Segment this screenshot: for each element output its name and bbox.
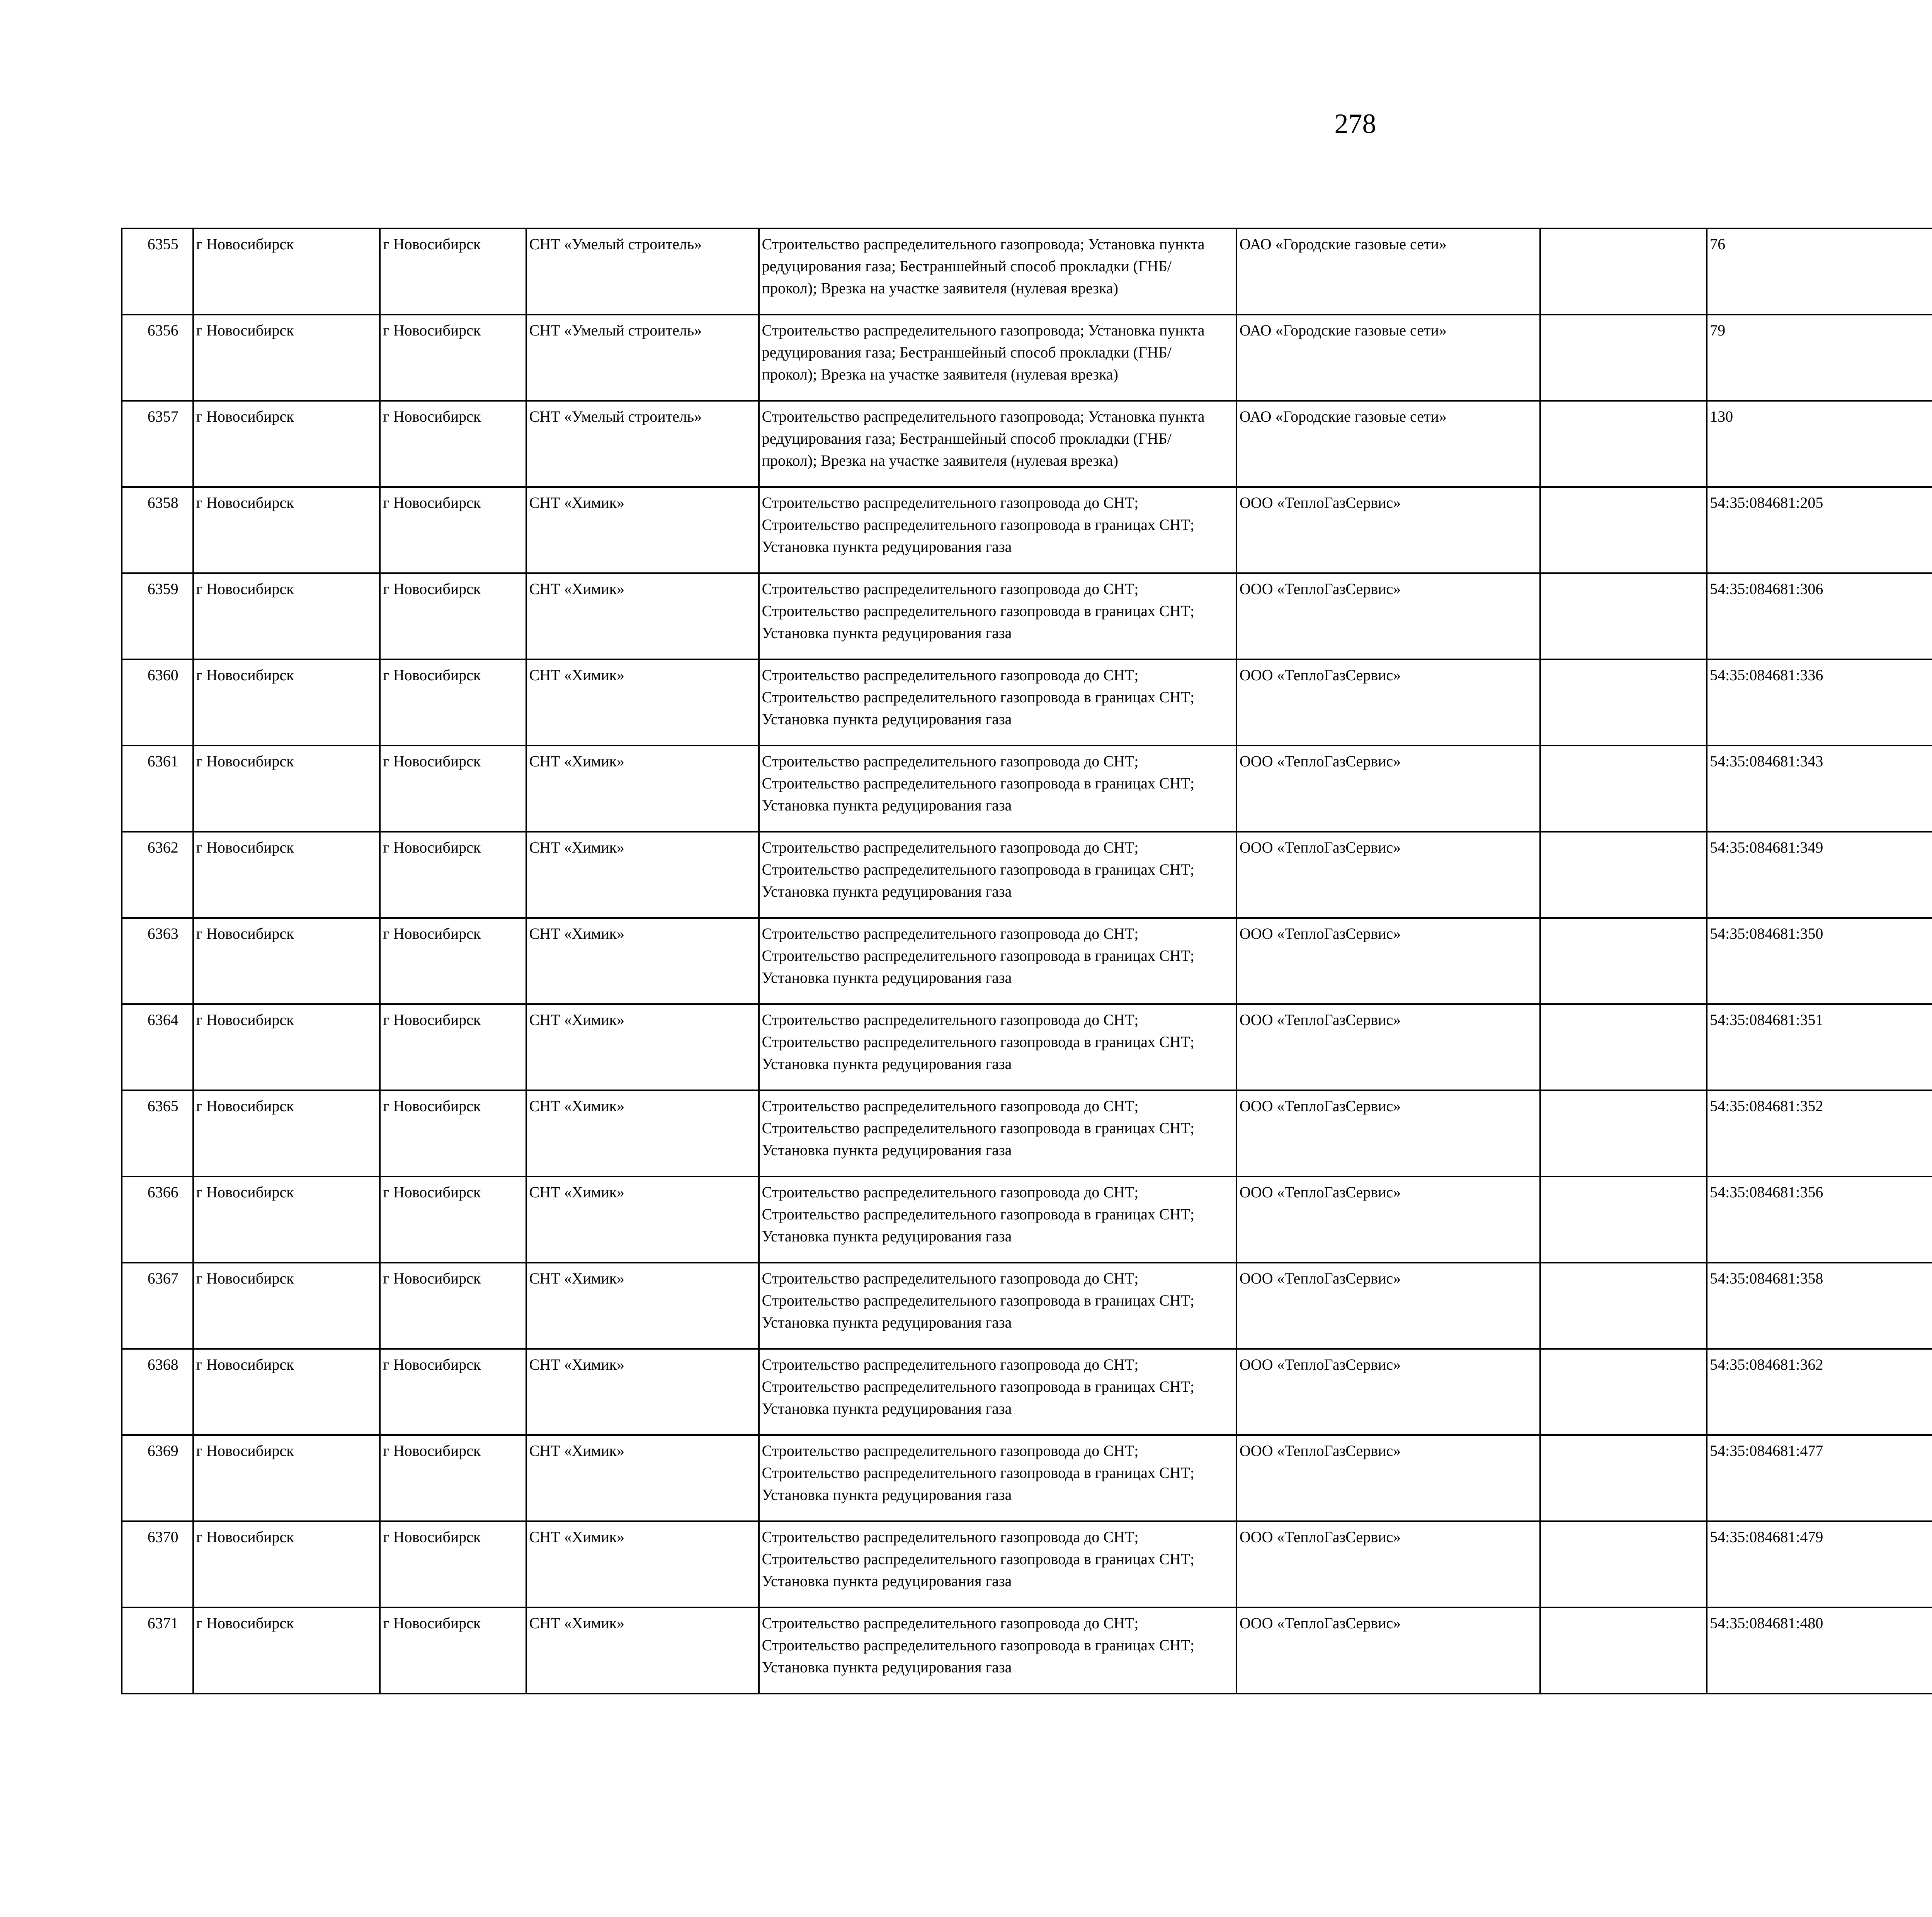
cell-empty bbox=[1540, 573, 1707, 659]
cell-works: Строительство распределительного газопровода до СНТ; Строительство распределительного газопровода в границах СНТ; Установка пункта редуцирования газа bbox=[759, 1090, 1236, 1176]
cell-district: г Новосибирск bbox=[193, 573, 380, 659]
cell-works: Строительство распределительного газопровода; Установка пункта редуцирования газа; Бестраншейный способ прокладки (ГНБ/прокол); Врезка на участке заявителя (нулевая врезка) bbox=[759, 315, 1236, 401]
cell-organization: ОАО «Городские газовые сети» bbox=[1236, 228, 1540, 315]
cell-cadastral-number: 54:35:084681:358 bbox=[1707, 1263, 1932, 1349]
cell-object: СНТ «Умелый строитель» bbox=[526, 401, 759, 487]
cell-object: СНТ «Химик» bbox=[526, 832, 759, 918]
cell-works: Строительство распределительного газопровода до СНТ; Строительство распределительного газопровода в границах СНТ; Установка пункта редуцирования газа bbox=[759, 1349, 1236, 1435]
cell-works: Строительство распределительного газопровода до СНТ; Строительство распределительного газопровода в границах СНТ; Установка пункта редуцирования газа bbox=[759, 487, 1236, 573]
cell-row-number: 6369 bbox=[122, 1435, 193, 1521]
cell-locality: г Новосибирск bbox=[380, 487, 526, 573]
cell-organization: ООО «ТеплоГазСервис» bbox=[1236, 1004, 1540, 1090]
page-number: 278 bbox=[1334, 108, 1376, 139]
cell-row-number: 6355 bbox=[122, 228, 193, 315]
cell-empty bbox=[1540, 228, 1707, 315]
cell-object: СНТ «Умелый строитель» bbox=[526, 228, 759, 315]
cell-cadastral-number: 54:35:084681:479 bbox=[1707, 1521, 1932, 1607]
cell-district: г Новосибирск bbox=[193, 746, 380, 832]
cell-district: г Новосибирск bbox=[193, 487, 380, 573]
cell-cadastral-number: 54:35:084681:343 bbox=[1707, 746, 1932, 832]
cell-object: СНТ «Химик» bbox=[526, 1435, 759, 1521]
cell-object: СНТ «Химик» bbox=[526, 746, 759, 832]
cell-empty bbox=[1540, 918, 1707, 1004]
cell-organization: ООО «ТеплоГазСервис» bbox=[1236, 832, 1540, 918]
table-row bbox=[122, 487, 1932, 573]
cell-row-number: 6363 bbox=[122, 918, 193, 1004]
cell-row-number: 6367 bbox=[122, 1263, 193, 1349]
table-row bbox=[122, 659, 1932, 746]
cell-empty bbox=[1540, 1435, 1707, 1521]
cell-district: г Новосибирск bbox=[193, 1004, 380, 1090]
table-row bbox=[122, 1435, 1932, 1521]
cell-cadastral-number: 76 bbox=[1707, 228, 1932, 315]
cell-locality: г Новосибирск bbox=[380, 918, 526, 1004]
cell-object: СНТ «Химик» bbox=[526, 1521, 759, 1607]
cell-locality: г Новосибирск bbox=[380, 746, 526, 832]
cell-row-number: 6356 bbox=[122, 315, 193, 401]
table-row bbox=[122, 1349, 1932, 1435]
cell-row-number: 6362 bbox=[122, 832, 193, 918]
cell-row-number: 6370 bbox=[122, 1521, 193, 1607]
cell-district: г Новосибирск bbox=[193, 1349, 380, 1435]
cell-row-number: 6360 bbox=[122, 659, 193, 746]
cell-empty bbox=[1540, 1607, 1707, 1694]
cell-cadastral-number: 54:35:084681:205 bbox=[1707, 487, 1932, 573]
cell-empty bbox=[1540, 315, 1707, 401]
cell-row-number: 6371 bbox=[122, 1607, 193, 1694]
cell-organization: ООО «ТеплоГазСервис» bbox=[1236, 659, 1540, 746]
cell-empty bbox=[1540, 746, 1707, 832]
cell-empty bbox=[1540, 401, 1707, 487]
cell-empty bbox=[1540, 1349, 1707, 1435]
cell-works: Строительство распределительного газопровода до СНТ; Строительство распределительного газопровода в границах СНТ; Установка пункта редуцирования газа bbox=[759, 573, 1236, 659]
table-row bbox=[122, 1090, 1932, 1176]
cell-object: СНТ «Химик» bbox=[526, 1090, 759, 1176]
cell-cadastral-number: 54:35:084681:356 bbox=[1707, 1176, 1932, 1263]
cell-district: г Новосибирск bbox=[193, 1435, 380, 1521]
cell-organization: ООО «ТеплоГазСервис» bbox=[1236, 1176, 1540, 1263]
cell-object: СНТ «Химик» bbox=[526, 1004, 759, 1090]
cell-row-number: 6364 bbox=[122, 1004, 193, 1090]
cell-locality: г Новосибирск bbox=[380, 228, 526, 315]
cell-empty bbox=[1540, 1521, 1707, 1607]
table-row bbox=[122, 315, 1932, 401]
cell-locality: г Новосибирск bbox=[380, 1090, 526, 1176]
table-row bbox=[122, 1176, 1932, 1263]
cell-works: Строительство распределительного газопровода до СНТ; Строительство распределительного газопровода в границах СНТ; Установка пункта редуцирования газа bbox=[759, 746, 1236, 832]
cell-row-number: 6358 bbox=[122, 487, 193, 573]
cell-works: Строительство распределительного газопровода до СНТ; Строительство распределительного газопровода в границах СНТ; Установка пункта редуцирования газа bbox=[759, 1176, 1236, 1263]
cell-locality: г Новосибирск bbox=[380, 315, 526, 401]
cell-cadastral-number: 54:35:084681:336 bbox=[1707, 659, 1932, 746]
cell-works: Строительство распределительного газопровода до СНТ; Строительство распределительного газопровода в границах СНТ; Установка пункта редуцирования газа bbox=[759, 659, 1236, 746]
cell-row-number: 6365 bbox=[122, 1090, 193, 1176]
gasification-table bbox=[121, 228, 1932, 1694]
cell-organization: ООО «ТеплоГазСервис» bbox=[1236, 487, 1540, 573]
cell-object: СНТ «Химик» bbox=[526, 487, 759, 573]
cell-organization: ООО «ТеплоГазСервис» bbox=[1236, 1349, 1540, 1435]
table-row bbox=[122, 401, 1932, 487]
cell-works: Строительство распределительного газопровода до СНТ; Строительство распределительного газопровода в границах СНТ; Установка пункта редуцирования газа bbox=[759, 918, 1236, 1004]
cell-organization: ОАО «Городские газовые сети» bbox=[1236, 315, 1540, 401]
cell-locality: г Новосибирск bbox=[380, 1435, 526, 1521]
cell-organization: ООО «ТеплоГазСервис» bbox=[1236, 1435, 1540, 1521]
cell-locality: г Новосибирск bbox=[380, 573, 526, 659]
cell-object: СНТ «Химик» bbox=[526, 573, 759, 659]
cell-district: г Новосибирск bbox=[193, 1521, 380, 1607]
cell-row-number: 6359 bbox=[122, 573, 193, 659]
cell-cadastral-number: 54:35:084681:351 bbox=[1707, 1004, 1932, 1090]
cell-works: Строительство распределительного газопровода до СНТ; Строительство распределительного газопровода в границах СНТ; Установка пункта редуцирования газа bbox=[759, 1004, 1236, 1090]
cell-object: СНТ «Умелый строитель» bbox=[526, 315, 759, 401]
cell-district: г Новосибирск bbox=[193, 228, 380, 315]
cell-object: СНТ «Химик» bbox=[526, 1607, 759, 1694]
cell-cadastral-number: 130 bbox=[1707, 401, 1932, 487]
cell-object: СНТ «Химик» bbox=[526, 1263, 759, 1349]
cell-district: г Новосибирск bbox=[193, 315, 380, 401]
cell-district: г Новосибирск bbox=[193, 659, 380, 746]
cell-organization: ОАО «Городские газовые сети» bbox=[1236, 401, 1540, 487]
cell-object: СНТ «Химик» bbox=[526, 1176, 759, 1263]
cell-organization: ООО «ТеплоГазСервис» bbox=[1236, 1263, 1540, 1349]
cell-works: Строительство распределительного газопровода; Установка пункта редуцирования газа; Бестраншейный способ прокладки (ГНБ/прокол); Врезка на участке заявителя (нулевая врезка) bbox=[759, 228, 1236, 315]
cell-district: г Новосибирск bbox=[193, 1607, 380, 1694]
cell-works: Строительство распределительного газопровода; Установка пункта редуцирования газа; Бестраншейный способ прокладки (ГНБ/прокол); Врезка на участке заявителя (нулевая врезка) bbox=[759, 401, 1236, 487]
table-row bbox=[122, 1004, 1932, 1090]
cell-row-number: 6361 bbox=[122, 746, 193, 832]
cell-empty bbox=[1540, 1090, 1707, 1176]
cell-empty bbox=[1540, 487, 1707, 573]
cell-empty bbox=[1540, 832, 1707, 918]
cell-empty bbox=[1540, 1263, 1707, 1349]
cell-cadastral-number: 54:35:084681:480 bbox=[1707, 1607, 1932, 1694]
cell-locality: г Новосибирск bbox=[380, 1349, 526, 1435]
cell-organization: ООО «ТеплоГазСервис» bbox=[1236, 1607, 1540, 1694]
cell-empty bbox=[1540, 1176, 1707, 1263]
cell-district: г Новосибирск bbox=[193, 832, 380, 918]
table-row bbox=[122, 1263, 1932, 1349]
cell-locality: г Новосибирск bbox=[380, 1521, 526, 1607]
cell-organization: ООО «ТеплоГазСервис» bbox=[1236, 1521, 1540, 1607]
cell-organization: ООО «ТеплоГазСервис» bbox=[1236, 746, 1540, 832]
cell-locality: г Новосибирск bbox=[380, 659, 526, 746]
cell-works: Строительство распределительного газопровода до СНТ; Строительство распределительного газопровода в границах СНТ; Установка пункта редуцирования газа bbox=[759, 1607, 1236, 1694]
cell-organization: ООО «ТеплоГазСервис» bbox=[1236, 1090, 1540, 1176]
cell-works: Строительство распределительного газопровода до СНТ; Строительство распределительного газопровода в границах СНТ; Установка пункта редуцирования газа bbox=[759, 1521, 1236, 1607]
cell-district: г Новосибирск bbox=[193, 918, 380, 1004]
table-row bbox=[122, 746, 1932, 832]
cell-object: СНТ «Химик» bbox=[526, 1349, 759, 1435]
cell-organization: ООО «ТеплоГазСервис» bbox=[1236, 918, 1540, 1004]
cell-object: СНТ «Химик» bbox=[526, 659, 759, 746]
cell-cadastral-number: 54:35:084681:349 bbox=[1707, 832, 1932, 918]
cell-cadastral-number: 54:35:084681:477 bbox=[1707, 1435, 1932, 1521]
cell-locality: г Новосибирск bbox=[380, 1004, 526, 1090]
cell-cadastral-number: 54:35:084681:350 bbox=[1707, 918, 1932, 1004]
cell-empty bbox=[1540, 659, 1707, 746]
cell-district: г Новосибирск bbox=[193, 1263, 380, 1349]
table-row bbox=[122, 573, 1932, 659]
cell-works: Строительство распределительного газопровода до СНТ; Строительство распределительного газопровода в границах СНТ; Установка пункта редуцирования газа bbox=[759, 1263, 1236, 1349]
cell-cadastral-number: 54:35:084681:352 bbox=[1707, 1090, 1932, 1176]
cell-cadastral-number: 79 bbox=[1707, 315, 1932, 401]
cell-locality: г Новосибирск bbox=[380, 832, 526, 918]
cell-organization: ООО «ТеплоГазСервис» bbox=[1236, 573, 1540, 659]
cell-works: Строительство распределительного газопровода до СНТ; Строительство распределительного газопровода в границах СНТ; Установка пункта редуцирования газа bbox=[759, 832, 1236, 918]
cell-district: г Новосибирск bbox=[193, 1176, 380, 1263]
cell-locality: г Новосибирск bbox=[380, 1176, 526, 1263]
cell-locality: г Новосибирск bbox=[380, 1263, 526, 1349]
cell-district: г Новосибирск bbox=[193, 1090, 380, 1176]
cell-empty bbox=[1540, 1004, 1707, 1090]
cell-cadastral-number: 54:35:084681:362 bbox=[1707, 1349, 1932, 1435]
table-row bbox=[122, 228, 1932, 315]
cell-row-number: 6357 bbox=[122, 401, 193, 487]
cell-row-number: 6368 bbox=[122, 1349, 193, 1435]
table-row bbox=[122, 1521, 1932, 1607]
cell-row-number: 6366 bbox=[122, 1176, 193, 1263]
table-row bbox=[122, 832, 1932, 918]
cell-cadastral-number: 54:35:084681:306 bbox=[1707, 573, 1932, 659]
cell-object: СНТ «Химик» bbox=[526, 918, 759, 1004]
table-row bbox=[122, 1607, 1932, 1694]
table-row bbox=[122, 918, 1932, 1004]
cell-locality: г Новосибирск bbox=[380, 401, 526, 487]
table-body bbox=[122, 228, 1932, 1694]
cell-district: г Новосибирск bbox=[193, 401, 380, 487]
cell-works: Строительство распределительного газопровода до СНТ; Строительство распределительного газопровода в границах СНТ; Установка пункта редуцирования газа bbox=[759, 1435, 1236, 1521]
cell-locality: г Новосибирск bbox=[380, 1607, 526, 1694]
